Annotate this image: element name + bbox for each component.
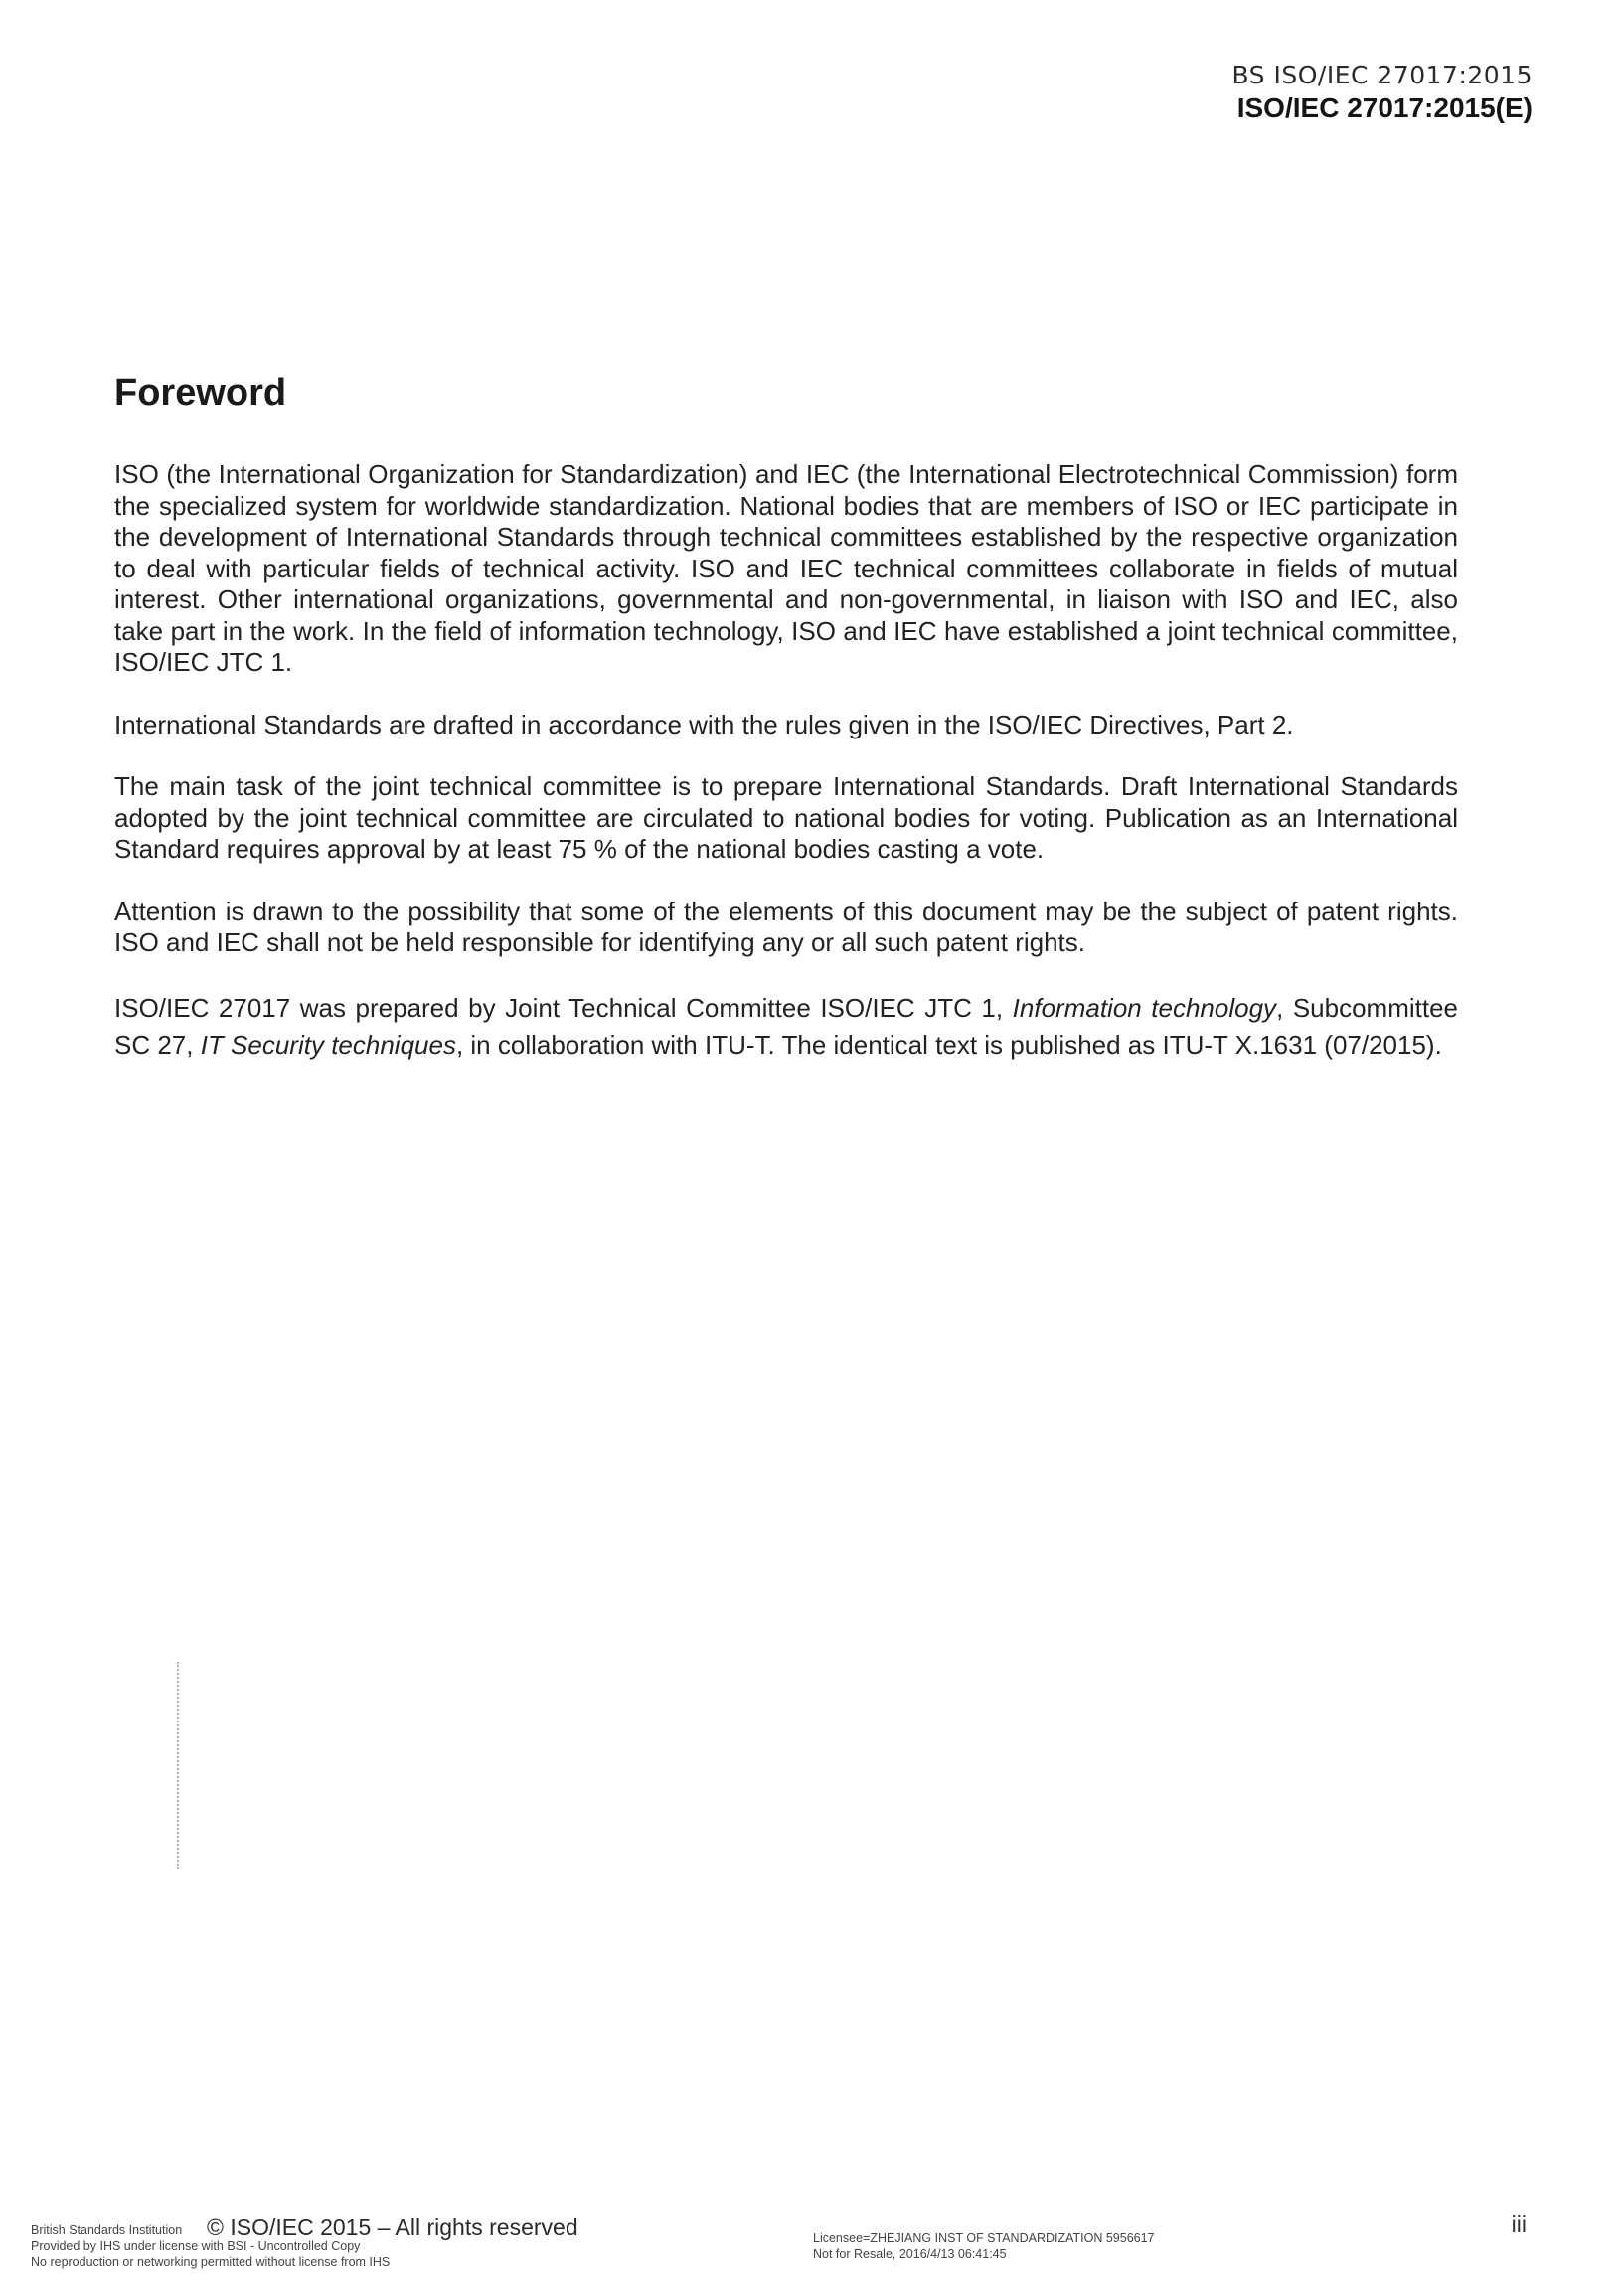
paragraph-directives: International Standards are drafted in accordance with the rules given in the ISO/IEC Directives, Part 2. — [114, 709, 1294, 739]
preparation-text-1: ISO/IEC 27017 was prepared by Joint Technical Committee ISO/IEC JTC 1, — [114, 992, 1013, 1023]
institution-line-2: Provided by IHS under license with BSI - Uncontrolled Copy — [31, 2239, 361, 2253]
institution-line-1: British Standards Institution — [31, 2223, 183, 2237]
licensee-notice — [813, 2230, 1155, 2262]
paragraph-committee-task: The main task of the joint technical committee is to prepare International Standards. Draft International Standards adopted by the joint technical committee are circulated to national bodies for voting. Publication as an International Standard requires approval by at least 75 % of the national bodies casting a vote. — [114, 771, 1458, 864]
paragraph-preparation — [114, 990, 1458, 1064]
licensee-line-2: Not for Resale, 2016/4/13 06:41:45 — [813, 2247, 1007, 2261]
document-header — [1231, 60, 1533, 125]
page-title: Foreword — [114, 372, 287, 413]
iso-designation: ISO/IEC 27017:2015(E) — [1236, 92, 1533, 123]
preparation-italic-2: IT Security techniques — [200, 1029, 456, 1060]
scan-margin-marks — [177, 1662, 185, 1869]
preparation-text-3: , in collaboration with ITU-T. The identical text is published as ITU-T X.1631 (07/2015). — [455, 1029, 1442, 1060]
preparation-text-2: , Subcommittee SC 27, — [114, 992, 1458, 1060]
foreword-body — [114, 459, 1458, 1094]
bs-designation: BS ISO/IEC 27017:2015 — [1231, 61, 1533, 89]
paragraph-patent-rights: Attention is drawn to the possibility that some of the elements of this document may be the subject of patent rights. ISO and IEC shall not be held responsible for identifying any or all such patent rights. — [114, 896, 1458, 957]
paragraph-organizations: ISO (the International Organization for Standardization) and IEC (the International Electrotechnical Commission) form the specialized system for worldwide standardization. National bodies that are members of ISO or IEC participate in the development of International Standards through technical committees established by the respective organization to deal with particular fields of technical activity. ISO and IEC technical committees collaborate in fields of mutual interest. Other international organizations, governmental and non-governmental, in liaison with ISO and IEC, also take part in the work. In the field of information technology, ISO and IEC have established a joint technical committee, ISO/IEC JTC 1. — [114, 459, 1458, 677]
preparation-italic-1: Information technology — [1012, 992, 1277, 1023]
page-number: iii — [1511, 2212, 1527, 2237]
licensee-line-1: Licensee=ZHEJIANG INST OF STANDARDIZATION 5956617 — [813, 2231, 1155, 2245]
institution-line-3: No reproduction or networking permitted without license from IHS — [31, 2255, 391, 2269]
copyright-notice: © ISO/IEC 2015 – All rights reserved — [207, 2214, 578, 2240]
